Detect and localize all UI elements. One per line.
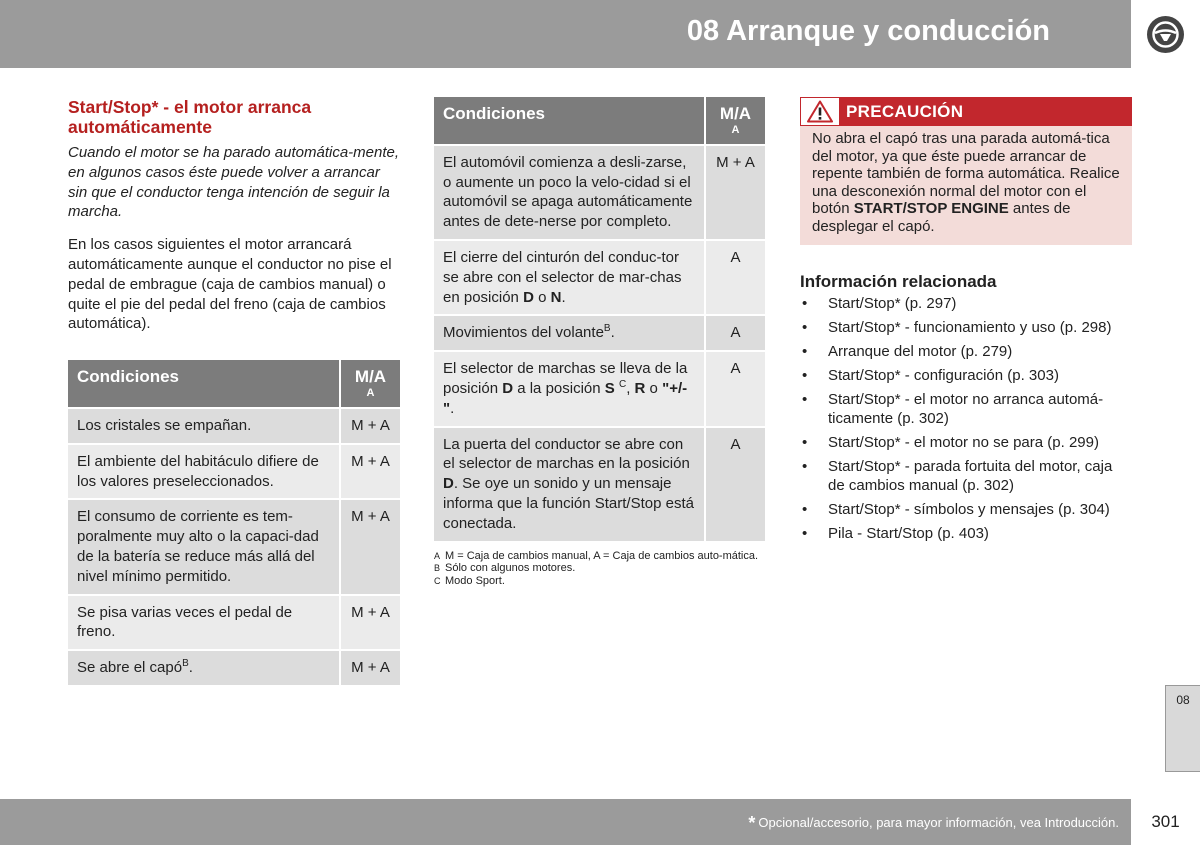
warning-triangle-icon: [800, 97, 840, 126]
chapter-title: 08 Arranque y conducción: [686, 15, 1050, 47]
footnotes: [434, 550, 765, 588]
related-info-title: Información relacionada: [800, 272, 997, 291]
condition-text: Los cristales se empañan.: [68, 407, 339, 443]
ma-value: A: [704, 314, 765, 350]
chapter-side-tab: [1165, 685, 1200, 772]
condition-text: El automóvil comienza a desli-zarse, o aumente un poco la velo-cidad si el automóvil se apaga automáticamente antes de dete-nerse por completo.: [434, 144, 704, 239]
asterisk-mark: *: [748, 813, 756, 833]
footnote-mark: B: [434, 563, 441, 574]
intro-text: Cuando el motor se ha parado automática-mente, en algunos casos éste puede volver a arrancar sin que el conductor tenga intención de seguir la marcha.: [68, 144, 400, 221]
footnote-mark: C: [618, 378, 627, 390]
ma-value: A: [704, 426, 765, 541]
footnote-mark: B: [182, 658, 189, 670]
footnote-mark: A: [434, 550, 441, 561]
condition-text: El consumo de corriente es tem-poralmente muy alto o la capaci-dad de la batería se reduce más allá del nivel mínimo permitido.: [68, 498, 339, 593]
table-row: [68, 498, 400, 593]
related-link[interactable]: • Start/Stop* - parada fortuita del motor, caja de cambios manual (p. 302): [800, 457, 1132, 495]
middle-column: [434, 97, 765, 587]
condition-text: La puerta del conductor se abre con el selector de marchas en la posición D. Se oye un sonido y un mensaje informa que la función Start/Stop está conectada.: [434, 426, 704, 541]
caution-box: [800, 97, 1132, 245]
body-paragraph: En los casos siguientes el motor arrancará automáticamente aunque el conductor no pise el pedal de embrague (caja de cambios manual) o quite el pie del pedal del freno (caja de cambios automática).: [68, 236, 392, 333]
footnote: [434, 575, 765, 588]
ma-value: M + A: [339, 443, 400, 499]
conditions-table-1: [68, 360, 400, 685]
related-link[interactable]: • Pila - Start/Stop (p. 403): [800, 524, 1132, 543]
condition-text: El cierre del cinturón del conduc-tor se abre con el selector de mar-chas en posición D o N.: [434, 239, 704, 314]
table-row: [68, 443, 400, 499]
condition-text: Se abre el capó$^B$.: [68, 649, 339, 685]
ma-value: M + A: [704, 144, 765, 239]
related-link[interactable]: • Start/Stop* - funcionamiento y uso (p. 298): [800, 318, 1132, 337]
chapter-icon-box: [1131, 0, 1200, 68]
footnote-text: Modo Sport.: [445, 574, 505, 587]
ma-value: M + A: [339, 407, 400, 443]
condition-text: Se pisa varias veces el pedal de freno.: [68, 594, 339, 650]
footnote-text: Sólo con algunos motores.: [445, 562, 576, 575]
ma-value: A: [704, 350, 765, 425]
ma-value: M + A: [339, 594, 400, 650]
caution-text: No abra el capó tras una parada automá-tica del motor, ya que éste puede arrancar de repente también de forma automática. Realice una desconexión normal del motor con el botón START/STOP ENGINE antes de desplegar el capó.: [812, 130, 1120, 235]
column-header-ma: [339, 360, 400, 407]
related-link[interactable]: • Start/Stop* - símbolos y mensajes (p. 304): [800, 500, 1132, 519]
header-bar: [0, 0, 1131, 68]
footnote: [434, 562, 765, 575]
ma-value: A: [704, 239, 765, 314]
table-row: [434, 144, 765, 239]
chapter-number: 08: [1176, 693, 1190, 707]
table-row: [434, 239, 765, 314]
related-link[interactable]: • Start/Stop* - el motor no se para (p. 299): [800, 433, 1132, 452]
condition-text: El selector de marchas se lleva de la posición D a la posición S $^C$, R o "+/-".: [434, 350, 704, 425]
table-row: [434, 350, 765, 425]
ma-value: M + A: [339, 498, 400, 593]
footnote-text: M = Caja de cambios manual, A = Caja de cambios auto-mática.: [445, 549, 759, 562]
ma-value: M + A: [339, 649, 400, 685]
condition-text: Movimientos del volante$^B$.: [434, 314, 704, 350]
column-header-ma: [704, 97, 765, 144]
footer-bar: [0, 799, 1131, 845]
section-title: Start/Stop* - el motor arranca automáticamente: [68, 97, 312, 137]
footnote-mark: A: [366, 386, 375, 399]
footer-note: * Opcional/accesorio, para mayor información, vea Introducción.: [748, 813, 1119, 833]
related-links-list: [800, 294, 1132, 543]
footnote-mark: A: [731, 123, 740, 136]
footnote: [434, 550, 765, 563]
right-column: [800, 97, 1132, 548]
table-row: [68, 649, 400, 685]
related-link[interactable]: • Start/Stop* (p. 297): [800, 294, 1132, 313]
page-number: 301: [1151, 812, 1180, 831]
related-link[interactable]: • Arranque del motor (p. 279): [800, 342, 1132, 361]
related-link[interactable]: • Start/Stop* - configuración (p. 303): [800, 366, 1132, 385]
steering-wheel-icon: [1147, 16, 1184, 53]
footnote-mark: C: [434, 575, 441, 586]
related-link[interactable]: • Start/Stop* - el motor no arranca automá-ticamente (p. 302): [800, 390, 1132, 428]
left-column: [68, 97, 400, 685]
table-row: [68, 407, 400, 443]
condition-text: El ambiente del habitáculo difiere de los valores preseleccionados.: [68, 443, 339, 499]
ma-label: M/A: [354, 367, 387, 387]
table-row: [68, 594, 400, 650]
caution-header: [800, 97, 1132, 126]
conditions-table-2: [434, 97, 765, 541]
column-header-conditions: Condiciones: [68, 360, 339, 407]
table-row: [434, 314, 765, 350]
ma-label: M/A: [719, 104, 752, 123]
caution-title: PRECAUCIÓN: [846, 101, 964, 121]
footnote-mark: B: [603, 323, 611, 335]
column-header-conditions: Condiciones: [434, 97, 704, 144]
table-row: [434, 426, 765, 541]
